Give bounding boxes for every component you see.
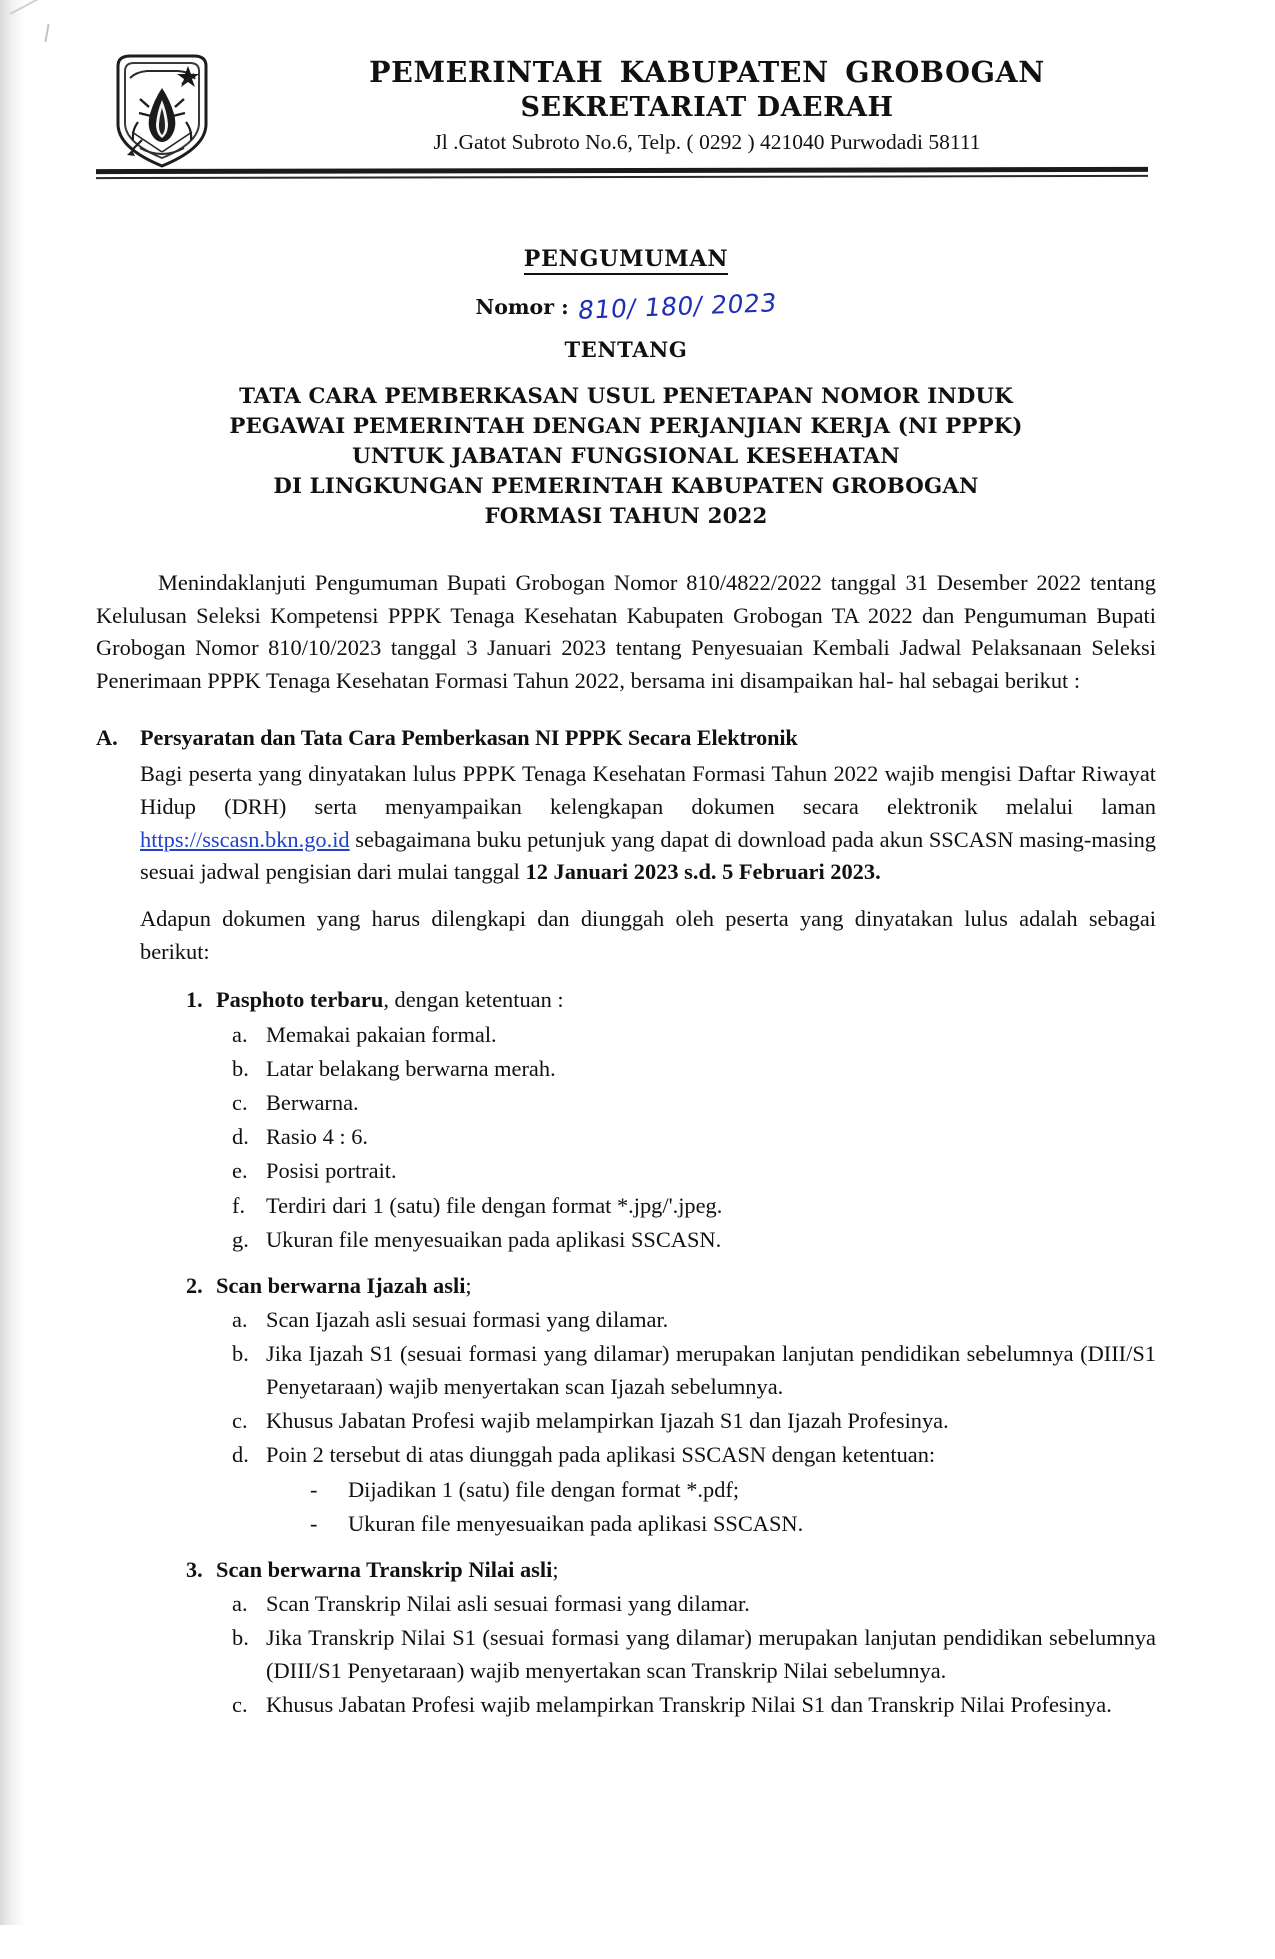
letterhead-line-1: PEMERINTAH KABUPATEN GROBOGAN (369, 55, 1045, 89)
sub-list-text: Memakai pakaian formal. (266, 1021, 497, 1047)
sub-list-text: Rasio 4 : 6. (266, 1124, 369, 1150)
scan-edge-artifact (0, 0, 26, 1959)
sub-list-item (232, 1588, 1156, 1621)
announcement-title-block (96, 246, 1156, 532)
sub-list-item (232, 1155, 1156, 1188)
sub-list-item (232, 1121, 1156, 1154)
sub-list-item (232, 1053, 1156, 1086)
list-item-rest: ; (465, 1272, 472, 1298)
section-a (96, 722, 1156, 1722)
sub-list-item (232, 1190, 1156, 1223)
list-item-rest: , dengan ketentuan : (383, 987, 564, 1013)
header-divider-thick (96, 167, 1148, 174)
sub-list-marker: d. (232, 1124, 249, 1150)
sub-list-item (232, 1019, 1156, 1052)
list-item-marker: 2. (186, 1272, 203, 1298)
document-requirements-list (140, 984, 1156, 1721)
letterhead (96, 44, 1182, 172)
letterhead-address: Jl .Gatot Subroto No.6, Telp. ( 0292 ) 421040 Purwodadi 58111 (433, 130, 981, 155)
list-item (186, 1554, 1156, 1722)
grobogan-regency-crest-icon (102, 44, 222, 172)
sub-list-marker: e. (232, 1158, 248, 1184)
sub-list-marker: a. (232, 1590, 248, 1616)
sub-list-marker: c. (232, 1407, 248, 1433)
sub-list-item (232, 1087, 1156, 1120)
page-title: PENGUMUMAN (524, 246, 728, 275)
subject-line: DI LINGKUNGAN PEMERINTAH KABUPATEN GROBOGAN (273, 474, 979, 500)
section-a-letter: A. (96, 724, 118, 750)
sub-list-text: Terdiri dari 1 (satu) file dengan format *.jpg/'.jpeg. (266, 1192, 723, 1218)
announcement-subject (96, 382, 1156, 532)
announcement-number-row (96, 288, 1156, 325)
sub-list-marker: b. (232, 1340, 249, 1366)
sub-list-item (232, 1622, 1156, 1687)
sub-list (186, 1304, 1156, 1541)
sub-list-item (232, 1689, 1156, 1722)
dash-text: Ukuran file menyesuaikan pada aplikasi SSCASN. (348, 1510, 804, 1536)
sub-list-text: Khusus Jabatan Profesi wajib melampirkan Ijazah S1 dan Ijazah Profesinya. (266, 1407, 949, 1433)
sub-list-marker: g. (232, 1226, 249, 1252)
list-item (186, 984, 1156, 1256)
dash-marker: - (310, 1476, 318, 1502)
list-item-rest: ; (552, 1556, 559, 1582)
nomor-handwritten-value: 810/ 180/ 2023 (576, 288, 779, 325)
subject-line: TATA CARA PEMBERKASAN USUL PENETAPAN NOMOR INDUK (239, 384, 1013, 409)
sub-list-text: Jika Ijazah S1 (sesuai formasi yang dilamar) merupakan lanjutan pendidikan sebelumnya (DIII/S1 Penyetaraan) wajib menyertakan scan Ijazah sebelumnya. (266, 1340, 1156, 1399)
sub-list-marker: a. (232, 1306, 248, 1332)
sub-list (186, 1588, 1156, 1722)
section-a-paragraph-2: Adapun dokumen yang harus dilengkapi dan diunggah oleh peserta yang dinyatakan lulus adalah sebagai berikut: (140, 906, 1156, 964)
dash-list-item (310, 1508, 1156, 1541)
letterhead-text (222, 44, 1182, 157)
sub-list-item (232, 1224, 1156, 1257)
list-item-title: Scan berwarna Transkrip Nilai asli (216, 1556, 553, 1582)
sub-list-marker: c. (232, 1090, 248, 1116)
document-body (96, 567, 1156, 1722)
nomor-label: Nomor : (475, 295, 569, 319)
sub-list-marker: f. (232, 1192, 246, 1218)
section-a-paragraph-1 (140, 758, 1156, 889)
sub-list-marker: b. (232, 1055, 249, 1081)
sub-list-item (232, 1304, 1156, 1337)
sub-list-text: Posisi portrait. (266, 1158, 397, 1184)
opening-paragraph: Menindaklanjuti Pengumuman Bupati Grobogan Nomor 810/4822/2022 tanggal 31 Desember 2022 tentang Kelulusan Seleksi Kompetensi PPPK Tenaga Kesehatan Kabupaten Grobogan TA 2022 dan Pengumuman Bupati Grobogan Nomor 810/10/2023 tanggal 3 Januari 2023 tentang Penyesuaian Kembali Jadwal Pelaksanaan Seleksi Penerimaan PPPK Tenaga Kesehatan Formasi Tahun 2022, bersama ini disampaikan hal- hal sebagai berikut : (96, 570, 1156, 694)
dash-list-item (310, 1474, 1156, 1507)
sub-list-text: Berwarna. (266, 1090, 359, 1116)
dash-marker: - (310, 1510, 318, 1536)
header-divider-thin (96, 175, 1148, 179)
submission-period: 12 Januari 2023 s.d. 5 Februari 2023. (525, 859, 881, 885)
sub-list-text: Scan Ijazah asli sesuai formasi yang dilamar. (266, 1306, 669, 1332)
subject-line: FORMASI TAHUN 2022 (484, 504, 768, 530)
section-a-paragraph-1-part-2: sebagaimana buku petunjuk yang dapat di download pada akun SSCASN masing-masing sesuai jadwal pengisian dari mulai tanggal (140, 826, 1156, 885)
sub-list-text: Khusus Jabatan Profesi wajib melampirkan Transkrip Nilai S1 dan Transkrip Nilai Profesinya. (266, 1692, 1112, 1717)
list-item-title: Pasphoto terbaru (216, 987, 384, 1013)
list-item (186, 1270, 1156, 1541)
sub-list-text: Ukuran file menyesuaikan pada aplikasi SSCASN. (266, 1226, 722, 1252)
sub-list-marker: d. (232, 1442, 249, 1468)
sub-list-text: Poin 2 tersebut di atas diunggah pada aplikasi SSCASN dengan ketentuan: (266, 1442, 936, 1468)
subject-line: UNTUK JABATAN FUNGSIONAL KESEHATAN (352, 444, 900, 470)
sub-list-item (232, 1405, 1156, 1438)
sub-list-marker: b. (232, 1625, 249, 1651)
section-a-heading: Persyaratan dan Tata Cara Pemberkasan NI PPPK Secara Elektronik (140, 724, 798, 750)
dash-text: Dijadikan 1 (satu) file dengan format *.pdf; (348, 1476, 740, 1502)
sub-list-item (232, 1439, 1156, 1541)
list-item-title: Scan berwarna Ijazah asli (216, 1272, 466, 1298)
sub-list-text: Jika Transkrip Nilai S1 (sesuai formasi yang dilamar) merupakan lanjutan pendidikan sebelumnya (DIII/S1 Penyetaraan) wajib menyertakan scan Transkrip Nilai sebelumnya. (266, 1625, 1156, 1683)
sub-list (186, 1019, 1156, 1257)
dash-list (266, 1474, 1156, 1541)
sub-list-text: Scan Transkrip Nilai asli sesuai formasi yang dilamar. (266, 1590, 750, 1616)
sub-list-marker: c. (232, 1692, 248, 1717)
scan-mark-artifact (44, 24, 49, 42)
sscasn-link[interactable]: https://sscasn.bkn.go.id (140, 826, 350, 852)
scan-mark-artifact (10, 0, 58, 38)
letterhead-line-2: SEKRETARIAT DAERAH (520, 91, 894, 123)
sub-list-marker: a. (232, 1021, 248, 1047)
section-a-paragraph-1-part-1: Bagi peserta yang dinyatakan lulus PPPK Tenaga Kesehatan Formasi Tahun 2022 wajib mengisi Daftar Riwayat Hidup (DRH) serta menyampaikan kelengkapan dokumen secara elektronik melalui laman (140, 761, 1156, 819)
tentang-label: TENTANG (564, 337, 688, 362)
sub-list-text: Latar belakang berwarna merah. (266, 1055, 556, 1081)
subject-line: PEGAWAI PEMERINTAH DENGAN PERJANJIAN KERJA (NI PPPK) (229, 414, 1023, 440)
list-item-marker: 3. (186, 1556, 203, 1582)
page-bottom-margin (0, 1925, 1275, 1959)
list-item-marker: 1. (186, 987, 203, 1013)
sub-list-item (232, 1338, 1156, 1403)
